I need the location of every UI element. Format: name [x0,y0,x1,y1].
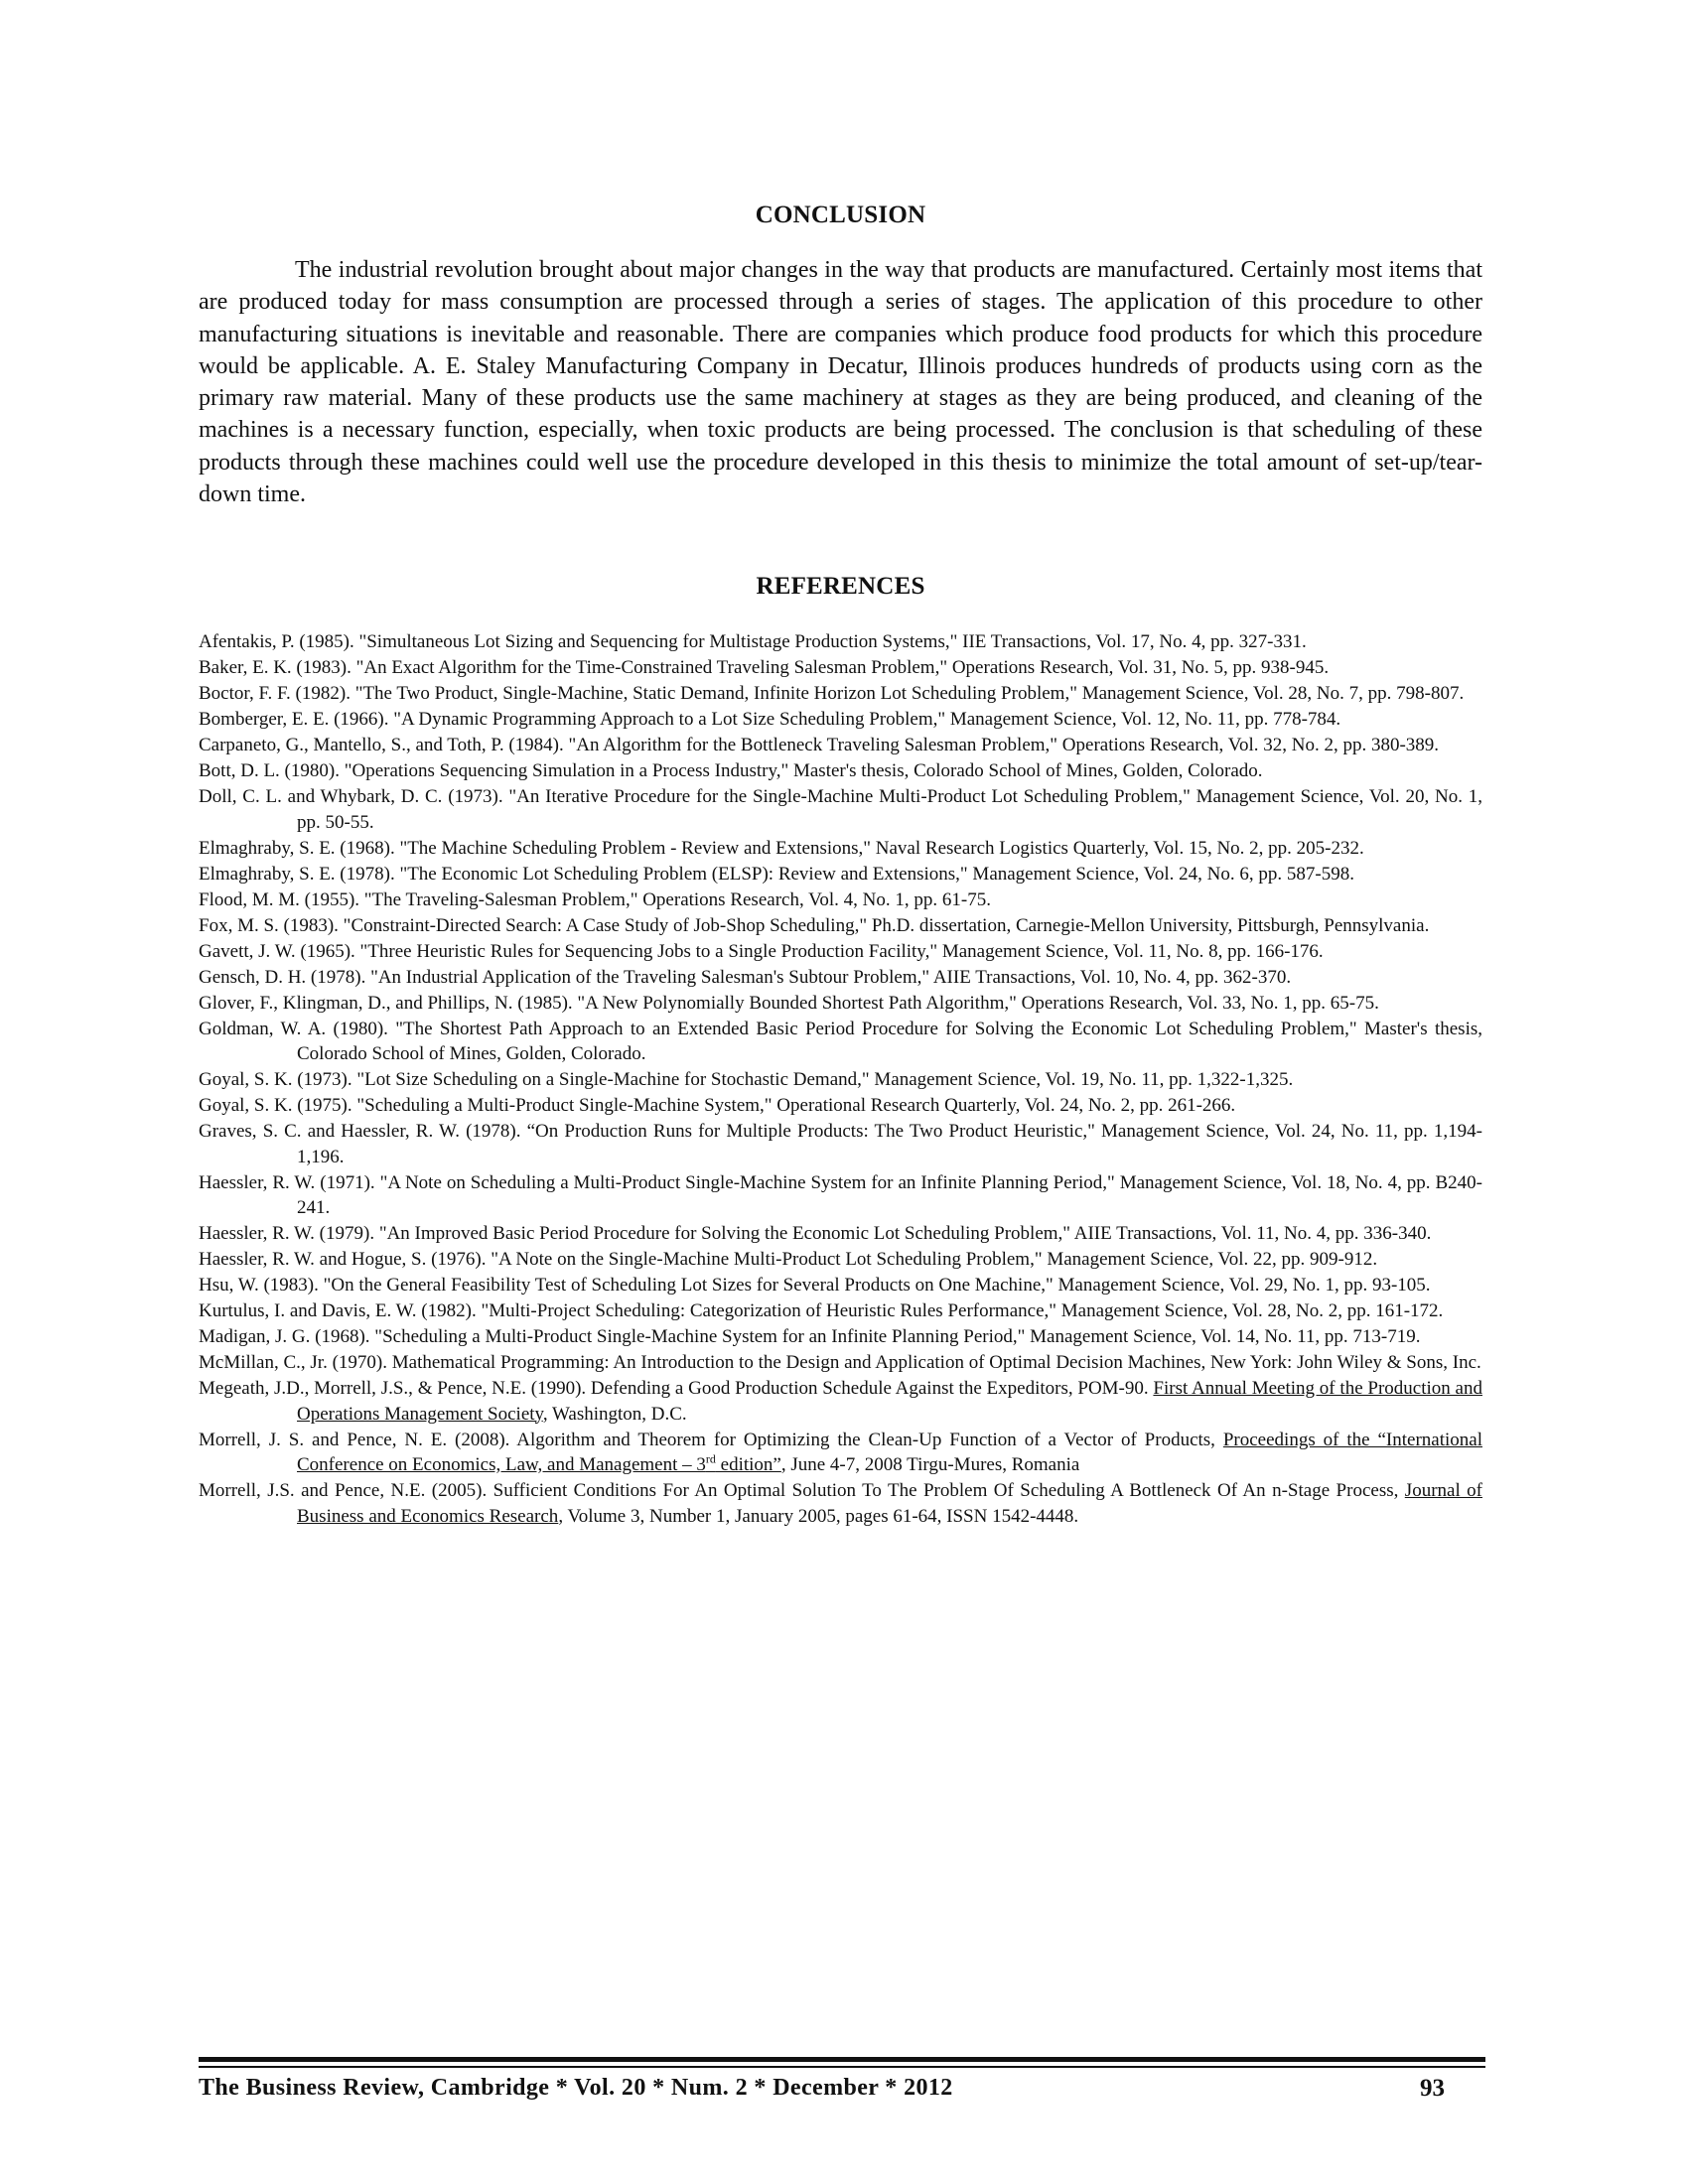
reference-source-title: First Annual Meeting of the Production and Operations Management Society [297,1378,1482,1425]
reference-entry: Haessler, R. W. (1979). "An Improved Basic Period Procedure for Solving the Economic Lot Scheduling Problem," AIIE Transactions, Vol. 11, No. 4, pp. 336-340. [199,1223,1432,1244]
reference-text-end: , Volume 3, Number 1, January 2005, pages 61-64, ISSN 1542-4448. [558,1505,1079,1527]
reference-text: Morrell, J.S. and Pence, N.E. (2005). Sufficient Conditions For An Optimal Solution To The Problem Of Scheduling A Bottleneck Of An n-Stage Process, [199,1480,1405,1501]
footer-rule-thick [199,2057,1485,2062]
reference-entry: Goldman, W. A. (1980). "The Shortest Path Approach to an Extended Basic Period Procedure for Solving the Economic Lot Scheduling Problem," Master's thesis, Colorado School of Mines, Golden, Colorado. [199,1018,1482,1064]
reference-entry [199,1478,1482,1529]
reference-entry: McMillan, C., Jr. (1970). Mathematical Programming: An Introduction to the Design and Application of Optimal Decision Machines, New York: John Wiley & Sons, Inc. [199,1352,1481,1373]
reference-entry: Kurtulus, I. and Davis, E. W. (1982). "Multi-Project Scheduling: Categorization of Heuristic Rules Performance," Management Science, Vol. 28, No. 2, pp. 161-172. [199,1300,1444,1321]
reference-entry [199,1428,1482,1478]
reference-entry: Gavett, J. W. (1965). "Three Heuristic Rules for Sequencing Jobs to a Single Production Facility," Management Science, Vol. 11, No. 8, pp. 166-176. [199,940,1324,962]
reference-source-title: Proceedings of the “International Conference on Economics, Law, and Management – 3 [297,1429,1482,1475]
reference-entry: Bott, D. L. (1980). "Operations Sequencing Simulation in a Process Industry," Master's thesis, Colorado School of Mines, Golden, Colorado. [199,760,1263,781]
reference-entry: Madigan, J. G. (1968). "Scheduling a Multi-Product Single-Machine System for an Infinite Planning Period," Management Science, Vol. 14, No. 11, pp. 713-719. [199,1326,1421,1347]
footer-rule-thin [199,2066,1485,2068]
reference-superscript: rd [705,1451,716,1466]
footer-journal-citation: The Business Review, Cambridge * Vol. 20 * Num. 2 * December * 2012 [199,2075,953,2101]
page-number: 93 [1420,2075,1445,2102]
reference-entry: Hsu, W. (1983). "On the General Feasibility Test of Scheduling Lot Sizes for Several Products on One Machine," Management Science, Vol. 29, No. 1, pp. 93-105. [199,1275,1431,1296]
reference-entry: Elmaghraby, S. E. (1968). "The Machine Scheduling Problem - Review and Extensions," Naval Research Logistics Quarterly, Vol. 15, No. 2, pp. 205-232. [199,837,1364,859]
conclusion-heading: CONCLUSION [755,202,926,228]
reference-entry: Goyal, S. K. (1973). "Lot Size Scheduling on a Single-Machine for Stochastic Demand," Management Science, Vol. 19, No. 11, pp. 1,322-1,325. [199,1069,1294,1090]
reference-entry [199,1376,1482,1427]
references-heading: REFERENCES [756,573,925,600]
reference-source-title-end: edition” [715,1454,781,1475]
reference-entry: Boctor, F. F. (1982). "The Two Product, Single-Machine, Static Demand, Infinite Horizon Lot Scheduling Problem," Management Science, Vol. 28, No. 7, pp. 798-807. [199,683,1465,704]
reference-entry: Carpaneto, G., Mantello, S., and Toth, P. (1984). "An Algorithm for the Bottleneck Traveling Salesman Problem," Operations Research, Vol. 32, No. 2, pp. 380-389. [199,735,1440,755]
reference-entry: Goyal, S. K. (1975). "Scheduling a Multi-Product Single-Machine System," Operational Research Quarterly, Vol. 24, No. 2, pp. 261-266. [199,1095,1236,1116]
reference-entry: Baker, E. K. (1983). "An Exact Algorithm for the Time-Constrained Traveling Salesman Problem," Operations Research, Vol. 31, No. 5, pp. 938-945. [199,657,1330,678]
reference-entry: Fox, M. S. (1983). "Constraint-Directed Search: A Case Study of Job-Shop Scheduling," Ph.D. dissertation, Carnegie-Mellon University, Pittsburgh, Pennsylvania. [199,914,1430,936]
reference-entry: Bomberger, E. E. (1966). "A Dynamic Programming Approach to a Lot Size Scheduling Problem," Management Science, Vol. 12, No. 11, pp. 778-784. [199,709,1341,730]
reference-text-end: , June 4-7, 2008 Tirgu-Mures, Romania [780,1454,1080,1475]
conclusion-paragraph: The industrial revolution brought about major changes in the way that products are manufactured. Certainly most items that are produced today for mass consumption are processed through a series of stages. The application of this procedure to other manufacturing situations is inevitable and reasonable. There are companies which produce food products for which this procedure would be applicable. A. E. Staley Manufacturing Company in Decatur, Illinois produces hundreds of products using corn as the primary raw material. Many of these products use the same machinery at stages as they are being produced, and cleaning of the machines is a necessary function, especially, when toxic products are being processed. The conclusion is that scheduling of these products through these machines could well use the procedure developed in this thesis to minimize the total amount of set-up/tear-down time. [199,257,1482,508]
reference-text-end: , Washington, D.C. [542,1403,687,1425]
reference-source-title-cont [705,1451,781,1475]
reference-text: Megeath, J.D., Morrell, J.S., & Pence, N.E. (1990). Defending a Good Production Schedule Against the Expeditors, POM-90. [199,1378,1154,1399]
reference-entry: Flood, M. M. (1955). "The Traveling-Salesman Problem," Operations Research, Vol. 4, No. 1, pp. 61-75. [199,888,991,910]
reference-entry: Gensch, D. H. (1978). "An Industrial Application of the Traveling Salesman's Subtour Problem," AIIE Transactions, Vol. 10, No. 4, pp. 362-370. [199,966,1292,988]
reference-entry: Glover, F., Klingman, D., and Phillips, N. (1985). "A New Polynomially Bounded Shortest Path Algorithm," Operations Research, Vol. 33, No. 1, pp. 65-75. [199,992,1379,1014]
reference-entry: Haessler, R. W. and Hogue, S. (1976). "A Note on the Single-Machine Multi-Product Lot Scheduling Problem," Management Science, Vol. 22, pp. 909-912. [199,1249,1378,1270]
references-list [199,629,1482,1530]
reference-source-title: Journal of Business and Economics Research [297,1480,1482,1527]
reference-entry: Haessler, R. W. (1971). "A Note on Scheduling a Multi-Product Single-Machine System for an Infinite Planning Period," Management Science, Vol. 18, No. 4, pp. B240-241. [199,1171,1482,1218]
reference-entry: Elmaghraby, S. E. (1978). "The Economic Lot Scheduling Problem (ELSP): Review and Extensions," Management Science, Vol. 24, No. 6, pp. 587-598. [199,863,1354,885]
reference-entry: Doll, C. L. and Whybark, D. C. (1973). "An Iterative Procedure for the Single-Machine Multi-Product Lot Scheduling Problem," Management Science, Vol. 20, No. 1, pp. 50-55. [199,786,1482,833]
reference-entry: Graves, S. C. and Haessler, R. W. (1978). “On Production Runs for Multiple Products: The Two Product Heuristic," Management Science, Vol. 24, No. 11, pp. 1,194-1,196. [199,1121,1482,1167]
reference-entry: Afentakis, P. (1985). "Simultaneous Lot Sizing and Sequencing for Multistage Production Systems," IIE Transactions, Vol. 17, No. 4, pp. 327-331. [199,631,1307,652]
reference-text: Morrell, J. S. and Pence, N. E. (2008). Algorithm and Theorem for Optimizing the Clean-Up Function of a Vector of Products, [199,1429,1223,1450]
